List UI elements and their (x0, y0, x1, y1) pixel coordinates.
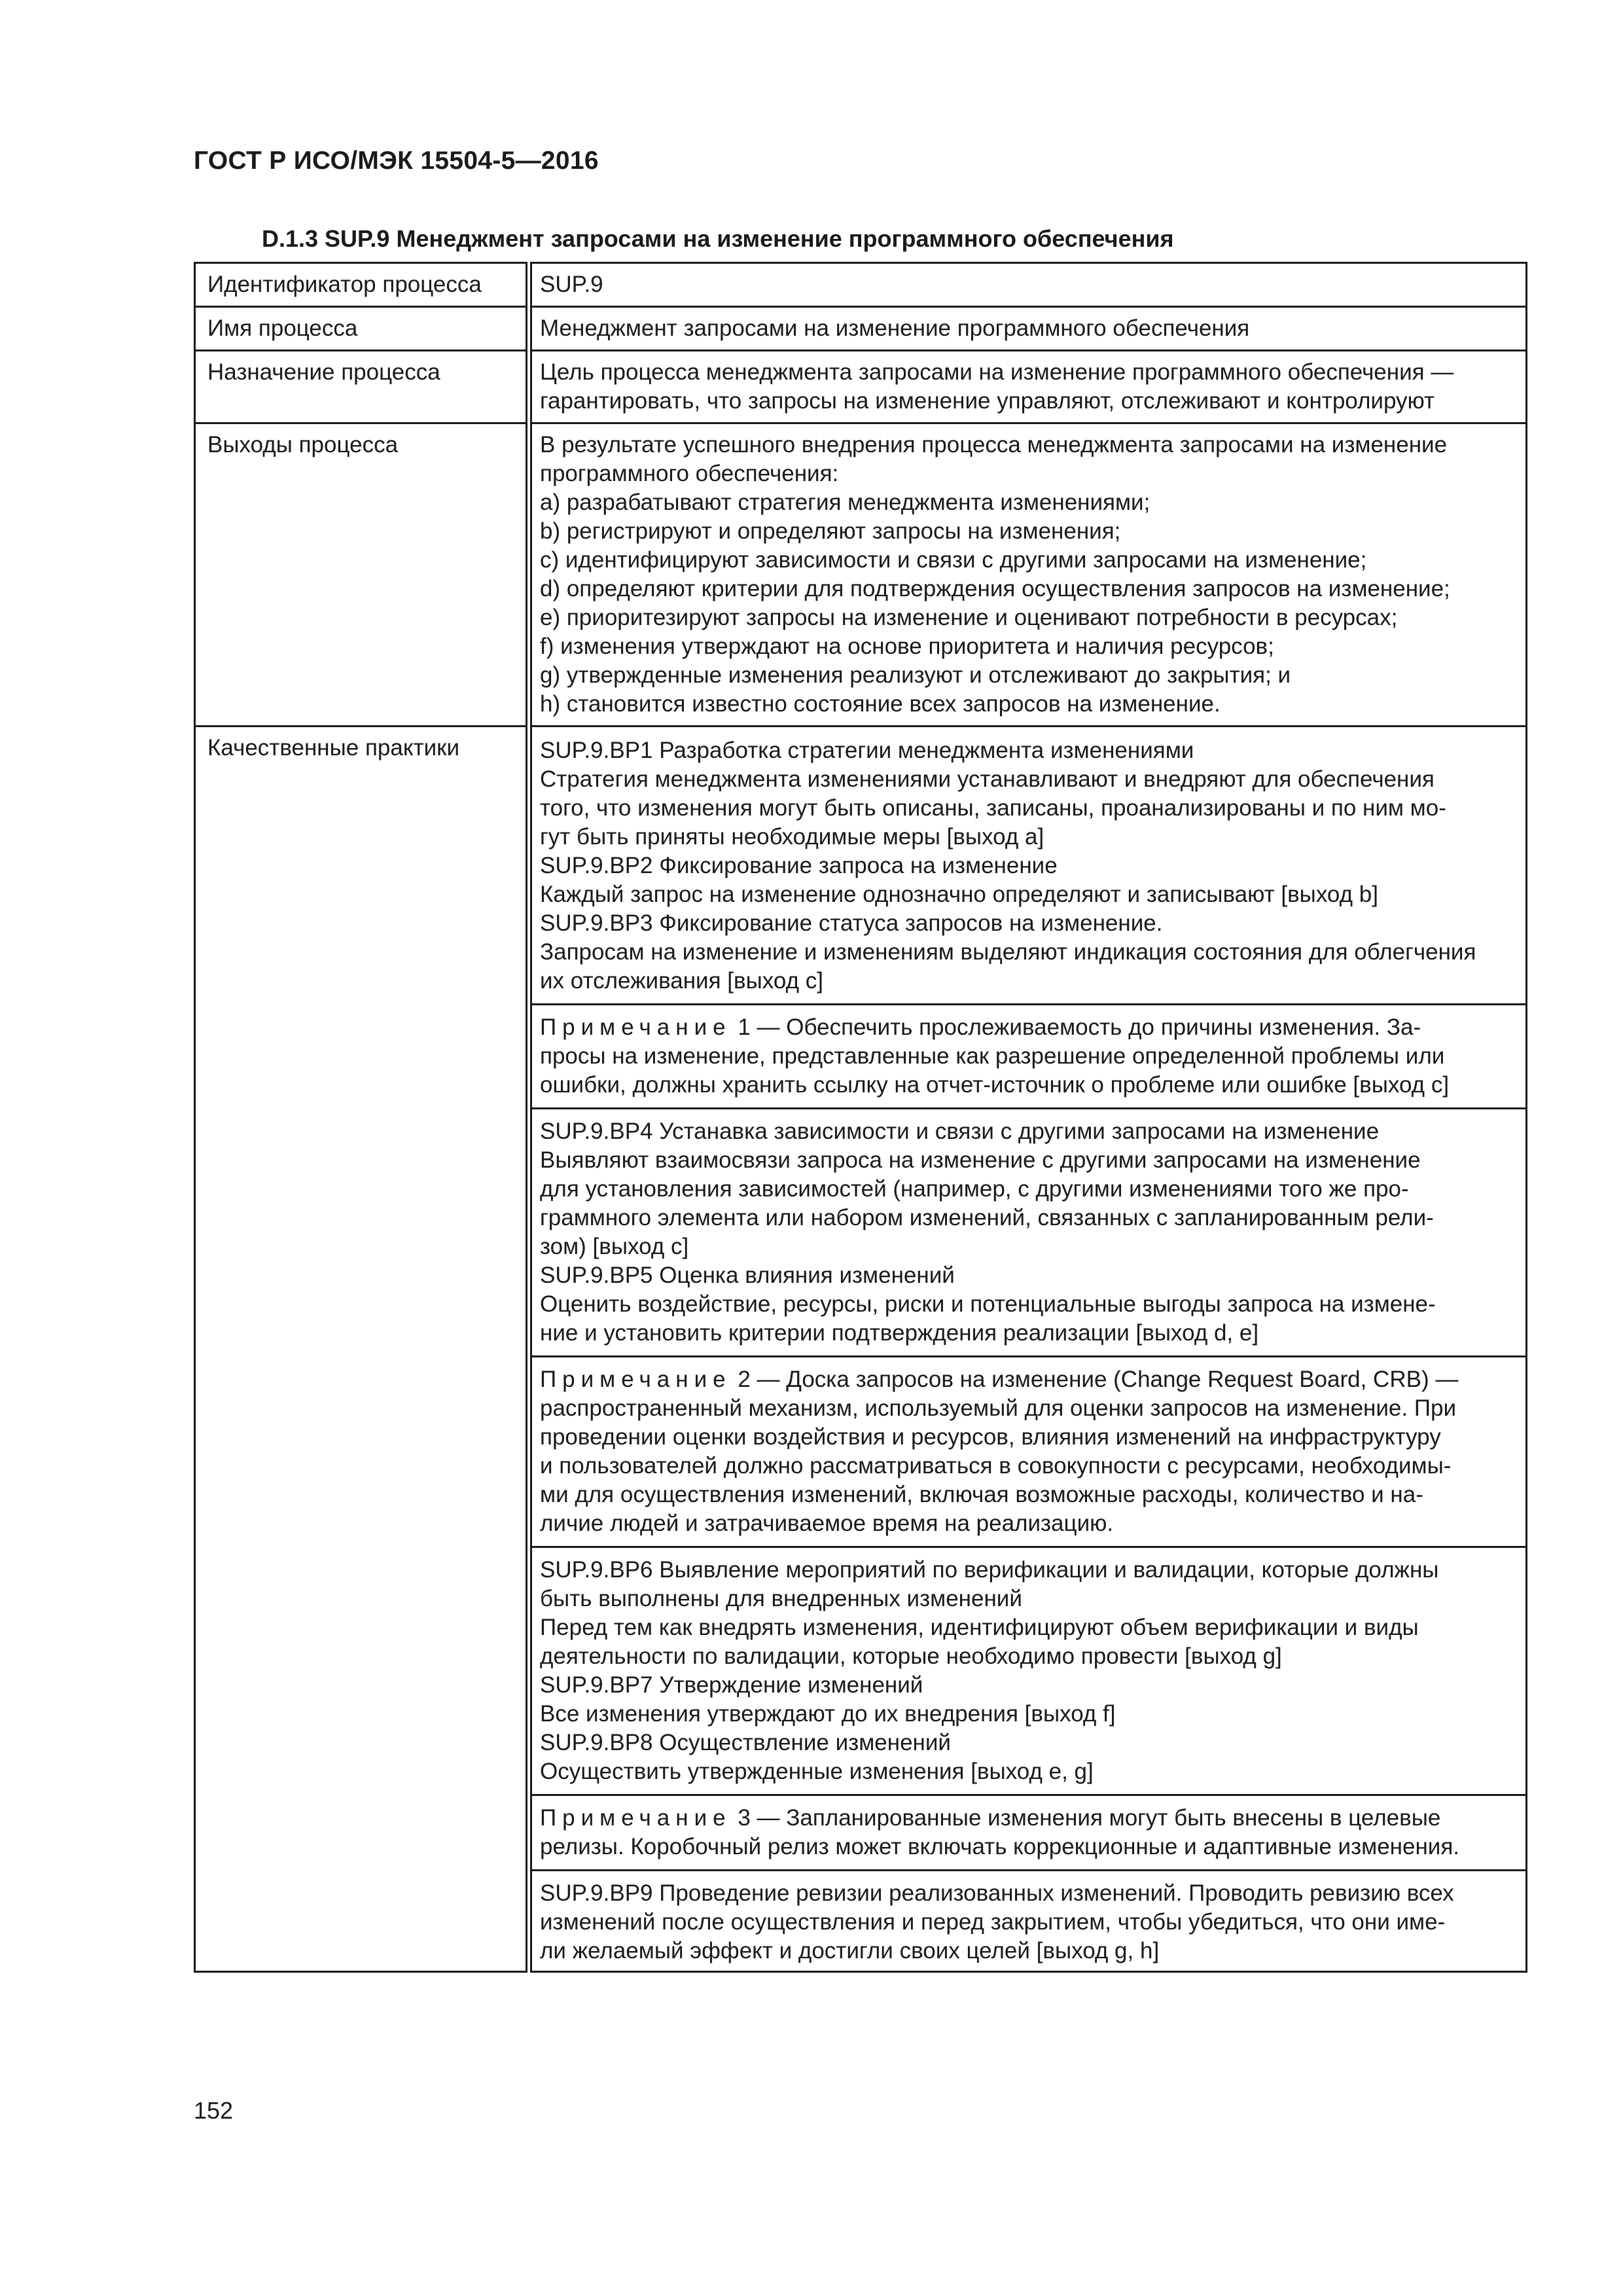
text-line: зом) [выход c] (540, 1234, 689, 1259)
row-label: Идентификатор процесса (195, 263, 529, 307)
text-line: просы на изменение, представленные как разрешение определенной проблемы или (540, 1043, 1445, 1069)
row-label: Имя процесса (195, 307, 529, 351)
row-label: Выходы процесса (195, 423, 529, 726)
page-number: 152 (194, 2097, 234, 2124)
text-line: личие людей и затрачиваемое время на реализацию. (540, 1511, 1114, 1536)
table-row-process-id (195, 263, 1527, 307)
table-row-process-purpose (195, 351, 1527, 423)
practices-block (532, 1109, 1525, 1357)
document-code-header: ГОСТ Р ИСО/МЭК 15504-5—2016 (194, 147, 599, 175)
text-line: SUP.9.BP7 Утверждение изменений (540, 1672, 923, 1698)
text-line: SUP.9.BP3 Фиксирование статуса запросов на изменение. (540, 910, 1163, 936)
outcome-item: d) определяют критерии для подтверждения осуществления запросов на изменение; (540, 576, 1450, 601)
outcome-item: e) приоритезируют запросы на изменение и оценивают потребности в ресурсах; (540, 605, 1398, 630)
text-line: того, что изменения могут быть описаны, записаны, проанализированы и по ним мо- (540, 795, 1446, 821)
note-label: Примечание (540, 1014, 732, 1040)
note-text: 1 — Обеспечить прослеживаемость до причины изменения. За- (731, 1014, 1421, 1040)
text-line: ошибки, должны хранить ссылку на отчет-источник о проблеме или ошибке [выход c] (540, 1072, 1450, 1098)
row-value: Менеджмент запросами на изменение программного обеспечения (529, 307, 1527, 351)
outcome-item: g) утвержденные изменения реализуют и отслеживают до закрытия; и (540, 662, 1291, 688)
row-value (529, 351, 1527, 423)
text-line: SUP.9.BP8 Осуществление изменений (540, 1730, 951, 1755)
text-line: Осуществить утвержденные изменения [выход e, g] (540, 1759, 1094, 1784)
text-line: гарантировать, что запросы на изменение управляют, отслеживают и контролируют (540, 388, 1435, 414)
text-line: деятельности по валидации, которые необходимо провести [выход g] (540, 1643, 1282, 1669)
practices-block (532, 1548, 1525, 1796)
text-line (540, 1013, 1514, 1042)
text-line: Запросам на изменение и изменениям выделяют индикация состояния для облегчения (540, 939, 1476, 965)
text-line: SUP.9.BP4 Устанавка зависимости и связи с другими запросами на изменение (540, 1119, 1380, 1144)
row-label: Качественные практики (195, 726, 529, 1972)
text-line: релизы. Коробочный релиз может включать коррекционные и адаптивные изменения. (540, 1834, 1460, 1859)
table-row-process-name (195, 307, 1527, 351)
text-line: Цель процесса менеджмента запросами на изменение программного обеспечения — (540, 359, 1454, 385)
text-line: Перед тем как внедрять изменения, идентифицируют объем верификации и виды (540, 1615, 1419, 1640)
text-line (540, 1365, 1514, 1394)
row-value (529, 423, 1527, 726)
text-line: и пользователей должно рассматриваться в совокупности с ресурсами, необходимы- (540, 1453, 1452, 1479)
practices-block (532, 1871, 1525, 1971)
text-line: граммного элемента или набором изменений, связанных с запланированным рели- (540, 1205, 1434, 1230)
text-line: SUP.9.BP6 Выявление мероприятий по верификации и валидации, которые должны (540, 1557, 1439, 1583)
note-text: 2 — Доска запросов на изменение (Change Request Board, CRB) — (731, 1367, 1459, 1392)
text-line: SUP.9.BP5 Оценка влияния изменений (540, 1263, 955, 1288)
note-text: 3 — Запланированные изменения могут быть внесены в целевые (731, 1805, 1441, 1831)
table-row-process-outcomes (195, 423, 1527, 726)
text-line: Каждый запрос на изменение однозначно определяют и записывают [выход b] (540, 882, 1378, 907)
outcome-item: a) разрабатывают стратегия менеджмента изменениями; (540, 490, 1150, 515)
outcome-item: c) идентифицируют зависимости и связи с другими запросами на изменение; (540, 547, 1367, 573)
row-value (529, 726, 1527, 1972)
outcome-item: f) изменения утверждают на основе приоритета и наличия ресурсов; (540, 634, 1274, 659)
text-line: Стратегия менеджмента изменениями устанавливают и внедряют для обеспечения (540, 766, 1435, 792)
text-line: SUP.9.BP1 Разработка стратегии менеджмента изменениями (540, 738, 1194, 763)
text-line: ли желаемый эффект и достигли своих целей [выход g, h] (540, 1938, 1160, 1964)
outcome-item: b) регистрируют и определяют запросы на изменения; (540, 518, 1121, 544)
text-line: изменений после осуществления и перед закрытием, чтобы убедиться, что они име- (540, 1909, 1446, 1935)
process-table (194, 262, 1527, 1973)
text-line: для установления зависимостей (например, с другими изменениями того же про- (540, 1176, 1409, 1202)
text-line: ние и установить критерии подтверждения реализации [выход d, e] (540, 1320, 1259, 1346)
outcome-item: h) становится известно состояние всех запросов на изменение. (540, 691, 1221, 717)
text-line: проведении оценки воздействия и ресурсов, влияния изменений на инфраструктуру (540, 1424, 1441, 1450)
text-line: Оценить воздействие, ресурсы, риски и потенциальные выгоды запроса на измене- (540, 1291, 1436, 1317)
row-value: SUP.9 (529, 263, 1527, 307)
text-line: программного обеспечения: (540, 461, 839, 486)
text-line: SUP.9.BP2 Фиксирование запроса на изменение (540, 853, 1058, 878)
note-label: Примечание (540, 1805, 732, 1831)
text-line: их отслеживания [выход c] (540, 968, 823, 994)
text-line: ми для осуществления изменений, включая возможные расходы, количество и на- (540, 1482, 1423, 1507)
text-line: гут быть приняты необходимые меры [выход a] (540, 824, 1044, 850)
text-line: Выявляют взаимосвязи запроса на изменение с другими запросами на изменение (540, 1147, 1421, 1173)
practices-block (532, 734, 1525, 1005)
text-line (540, 1804, 1514, 1833)
text-line: SUP.9.BP9 Проведение ревизии реализованных изменений. Проводить ревизию всех (540, 1880, 1454, 1906)
text-line: В результате успешного внедрения процесса менеджмента запросами на изменение (540, 432, 1448, 457)
text-line: быть выполнены для внедренных изменений (540, 1586, 1022, 1611)
note-label: Примечание (540, 1367, 732, 1392)
text-line: Все изменения утверждают до их внедрения [выход f] (540, 1701, 1116, 1727)
note-block (532, 1357, 1525, 1548)
note-block (532, 1005, 1525, 1109)
note-block (532, 1796, 1525, 1871)
section-title: D.1.3 SUP.9 Менеджмент запросами на изменение программного обеспечения (262, 225, 1174, 252)
text-line: распространенный механизм, используемый для оценки запросов на изменение. При (540, 1395, 1456, 1421)
row-label: Назначение процесса (195, 351, 529, 423)
table-row-base-practices (195, 726, 1527, 1972)
